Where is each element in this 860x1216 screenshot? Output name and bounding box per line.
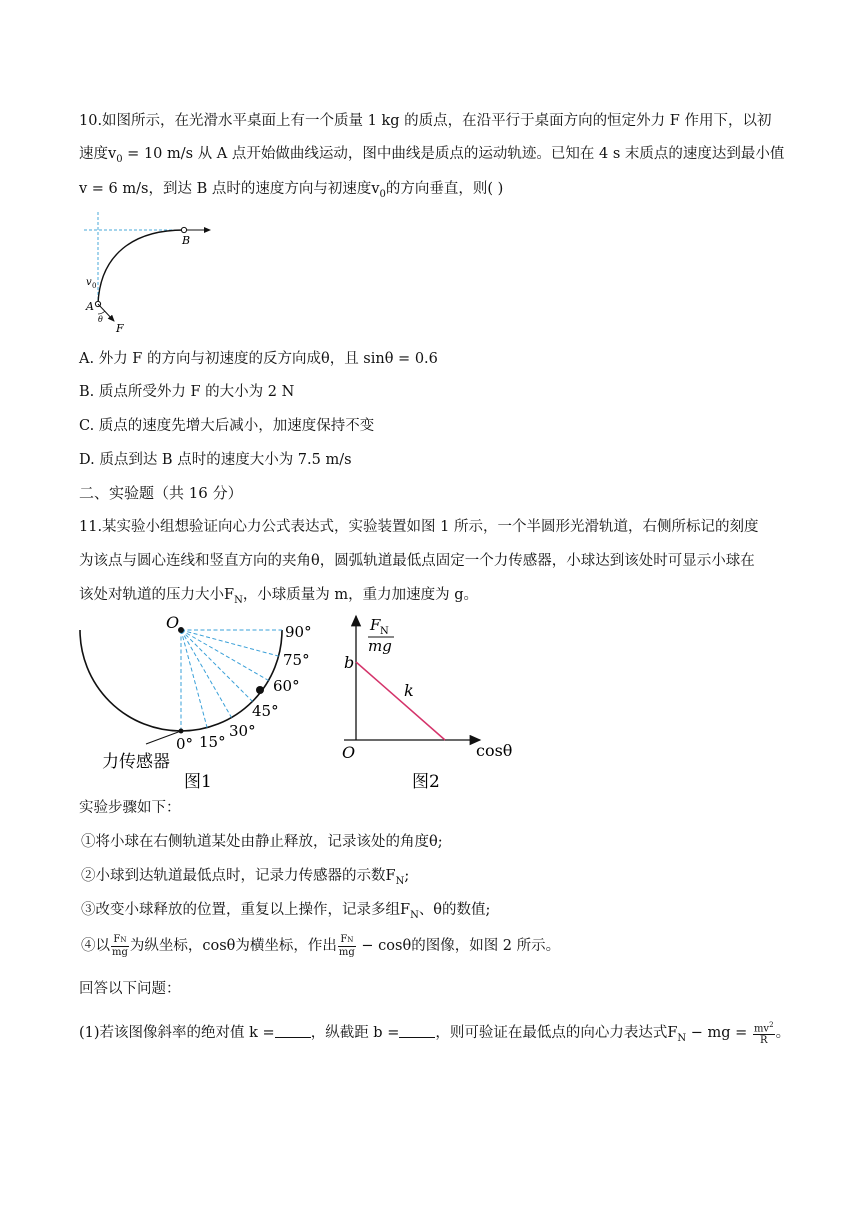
q10-option-b: B. 质点所受外力 F 的大小为 2 N bbox=[79, 384, 295, 400]
fig1-label-75: 75° bbox=[283, 651, 310, 669]
q11-line-3-text-a: 该处对轨道的压力大小F bbox=[79, 587, 235, 603]
q11-line-3-sub: N bbox=[234, 595, 243, 606]
q11-part-1-end: 。 bbox=[775, 1025, 791, 1042]
q11-steps-title: 实验步骤如下： bbox=[79, 800, 181, 816]
fig2-xlabel: cosθ bbox=[476, 741, 513, 760]
q11-line-3-text-b: ，小球质量为 m，重力加速度为 g。 bbox=[242, 587, 479, 603]
q10-label-a: A bbox=[86, 300, 94, 313]
q11-step-1: ①将小球在右侧轨道某处由静止释放，记录该处的角度θ; bbox=[81, 834, 443, 850]
q10-line-1: 10.如图所示，在光滑水平桌面上有一个质量 1 kg 的质点，在沿平行于桌面方向的恒定外力 F 作用下，以初 bbox=[79, 113, 772, 129]
q11-step-4-frac-1 bbox=[111, 934, 129, 958]
q10-line-2-text-b: = 10 m/s 从 A 点开始做曲线运动，图中曲线是质点的运动轨迹。已知在 4 s 末质点的速度达到最小值 bbox=[122, 146, 785, 162]
q10-trajectory-curve bbox=[98, 230, 184, 304]
q11-part-1-text-c: ，则可验证在最低点的向心力表达式F bbox=[435, 1025, 678, 1042]
fig2-label-k: k bbox=[404, 681, 414, 700]
q10-label-v: v bbox=[86, 277, 92, 288]
fig1-line-60 bbox=[181, 630, 269, 681]
q11-step-4-frac-2-sub: N bbox=[347, 936, 354, 944]
q11-figure-2 bbox=[338, 612, 528, 797]
q11-step-4-frac-1-den: mg bbox=[112, 947, 128, 958]
q10-option-c: C. 质点的速度先增大后减小，加速度保持不变 bbox=[79, 418, 375, 434]
q11-part-1-frac-num: mv bbox=[753, 1023, 770, 1035]
fig1-line-75 bbox=[181, 630, 279, 656]
fig1-sensor-label: 力传感器 bbox=[102, 752, 170, 772]
q11-step-2-text-b: ; bbox=[404, 868, 410, 884]
q10-line-3-text-a: v = 6 m/s，到达 B 点时的速度方向与初速度v bbox=[79, 181, 380, 197]
q11-step-4-text-a: ④以 bbox=[81, 938, 110, 954]
q11-step-4-frac-2-num: F bbox=[340, 934, 348, 945]
q11-step-2 bbox=[81, 866, 409, 892]
fig1-label-0: 0° bbox=[176, 735, 194, 753]
q10-point-b bbox=[181, 227, 186, 232]
fig2-ylabel-num: F bbox=[370, 616, 381, 634]
q10-line-2 bbox=[79, 144, 784, 170]
fig2-caption: 图2 bbox=[412, 772, 440, 792]
q11-step-3-sub: N bbox=[410, 910, 419, 921]
q11-part-1-frac-den: R bbox=[759, 1035, 768, 1047]
q11-step-4-frac-1-num: F bbox=[113, 934, 121, 945]
fig1-label-15: 15° bbox=[199, 733, 226, 751]
q10-label-v-sub: 0 bbox=[92, 282, 97, 290]
fig2-ylabel-den: mg bbox=[368, 637, 392, 655]
q11-step-4-text-b: 为纵坐标，cosθ为横坐标，作出 bbox=[129, 938, 337, 954]
q11-line-3 bbox=[79, 585, 478, 611]
fig1-label-90: 90° bbox=[285, 623, 312, 641]
q10-trajectory-figure bbox=[78, 210, 218, 338]
q11-step-4-frac-1-sub: N bbox=[120, 936, 127, 944]
fig1-line-30 bbox=[181, 630, 232, 718]
q11-blank-b[interactable] bbox=[399, 1024, 435, 1038]
q10-label-b: B bbox=[182, 234, 191, 247]
q11-step-3 bbox=[81, 900, 490, 926]
fig2-line bbox=[356, 662, 445, 740]
q11-step-3-text-a: ③改变小球释放的位置，重复以上操作，记录多组F bbox=[81, 902, 411, 918]
fig1-label-45: 45° bbox=[252, 702, 279, 720]
q10-line-3-text-b: 的方向垂直，则( ) bbox=[385, 181, 504, 197]
q10-line-2-text-a: 速度v bbox=[79, 146, 117, 162]
q11-part-1-frac-sup: 2 bbox=[769, 1021, 774, 1029]
fig1-label-o: O bbox=[166, 613, 180, 632]
fig1-label-30: 30° bbox=[229, 722, 256, 740]
q10-label-theta: θ bbox=[98, 315, 103, 324]
fig2-origin: O bbox=[342, 743, 356, 762]
q11-step-4-text-c: − cosθ的图像，如图 2 所示。 bbox=[356, 938, 561, 954]
q11-step-4-frac-2 bbox=[338, 934, 356, 958]
q11-part-1-text-a: (1)若该图像斜率的绝对值 k = bbox=[79, 1025, 275, 1042]
q11-figure-1 bbox=[76, 612, 336, 797]
q11-part-1-frac bbox=[753, 1020, 775, 1046]
q11-part-1-sub: N bbox=[677, 1033, 687, 1045]
q10-line-2-sub: 0 bbox=[116, 154, 123, 165]
q11-line-2: 为该点与圆心连线和竖直方向的夹角θ，圆弧轨道最低点固定一个力传感器，小球达到该处时可显示小球在 bbox=[79, 553, 755, 569]
fig1-ball bbox=[256, 686, 264, 694]
fig1-line-45 bbox=[181, 630, 252, 701]
q11-step-4 bbox=[81, 934, 560, 958]
q11-line-1: 11.某实验小组想验证向心力公式表达式，实验装置如图 1 所示，一个半圆形光滑轨道，右侧所标记的刻度 bbox=[79, 519, 759, 535]
fig2-ylabel-num-sub: N bbox=[380, 626, 389, 637]
fig1-caption: 图1 bbox=[184, 772, 212, 792]
q11-step-3-text-b: 、θ的数值; bbox=[418, 902, 491, 918]
q10-option-a: A. 外力 F 的方向与初速度的反方向成θ，且 sinθ = 0.6 bbox=[79, 351, 438, 367]
q11-part-1 bbox=[79, 1020, 790, 1049]
q11-answer-title: 回答以下问题： bbox=[79, 981, 181, 997]
fig2-label-b: b bbox=[344, 653, 355, 672]
q10-line-3 bbox=[79, 179, 503, 205]
section-2-title: 二、实验题（共 16 分） bbox=[79, 484, 243, 502]
fig1-line-15 bbox=[181, 630, 207, 728]
q11-step-2-sub: N bbox=[395, 876, 405, 887]
q11-part-1-text-b: ，纵截距 b = bbox=[310, 1025, 400, 1042]
q11-step-4-frac-2-den: mg bbox=[338, 947, 355, 958]
q10-line-3-sub: 0 bbox=[379, 189, 386, 200]
q10-label-f: F bbox=[116, 322, 124, 335]
q11-blank-k[interactable] bbox=[275, 1024, 311, 1038]
q11-step-2-text-a: ②小球到达轨道最低点时，记录力传感器的示数F bbox=[81, 868, 396, 884]
q10-theta-arc bbox=[98, 311, 105, 314]
q11-part-1-text-d: − mg = bbox=[686, 1025, 748, 1042]
fig1-label-60: 60° bbox=[273, 677, 300, 695]
q10-option-d: D. 质点到达 B 点时的速度大小为 7.5 m/s bbox=[79, 452, 352, 468]
